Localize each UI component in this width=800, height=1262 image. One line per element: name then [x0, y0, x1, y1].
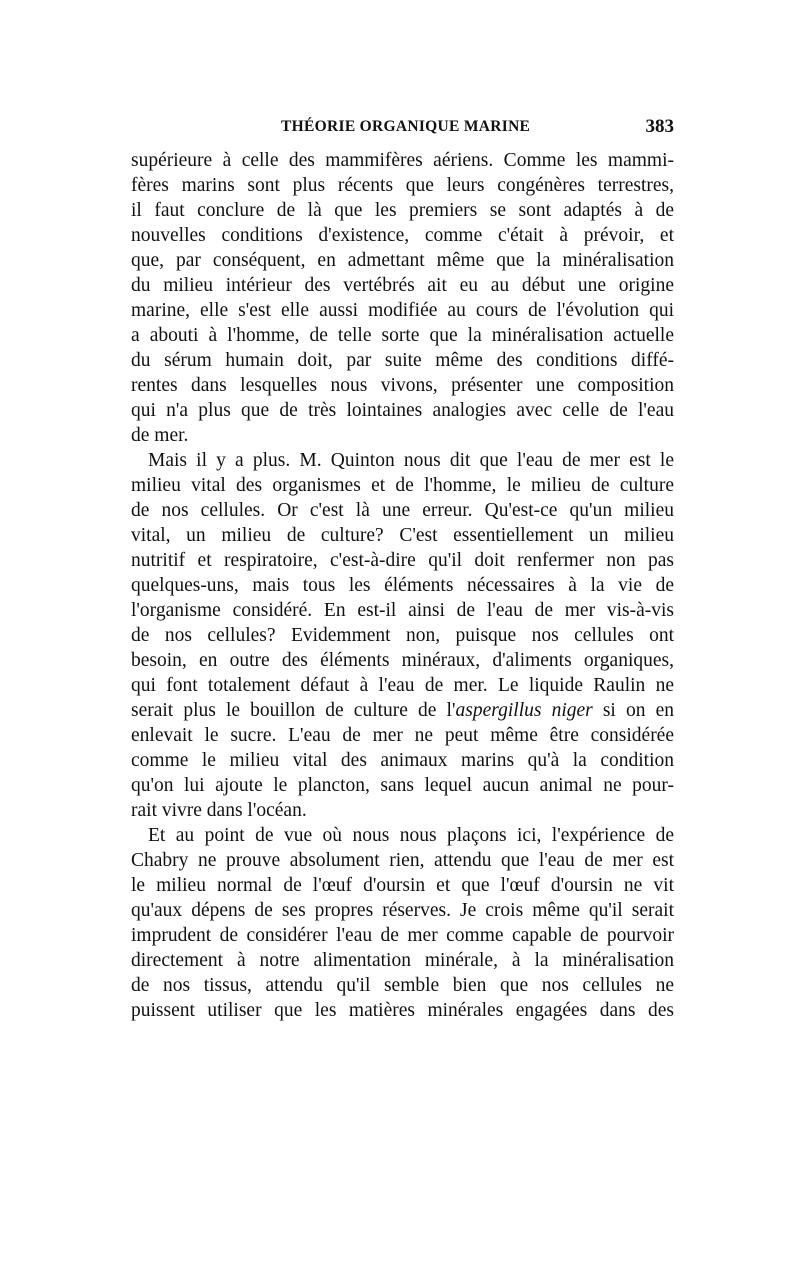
text-line: qu'aux dépens de ses propres réserves. Je crois même qu'il serait	[131, 900, 674, 921]
text-line: directement à notre alimentation minérale, à la minéralisation	[131, 950, 674, 971]
text-line: qui font totalement défaut à l'eau de mer. Le liquide Raulin ne	[131, 675, 674, 696]
text-line: milieu vital des organismes et de l'homme, le milieu de culture	[131, 475, 674, 496]
text-line: enlevait le sucre. L'eau de mer ne peut même être considérée	[131, 725, 674, 746]
text-line: imprudent de considérer l'eau de mer comme capable de pourvoir	[131, 925, 674, 946]
text-line: comme le milieu vital des animaux marins qu'à la condition	[131, 750, 674, 771]
text-line: nutritif et respiratoire, c'est-à-dire qu'il doit renfermer non pas	[131, 550, 674, 571]
text-line: que, par conséquent, en admettant même que la minéralisation	[131, 250, 674, 271]
text-line: fères marins sont plus récents que leurs congénères terrestres,	[131, 175, 674, 196]
text-line: puissent utiliser que les matières minérales engagées dans des	[131, 1000, 674, 1021]
text-line: le milieu normal de l'œuf d'oursin et que l'œuf d'oursin ne vit	[131, 875, 674, 896]
text-line: l'organisme considéré. En est-il ainsi de l'eau de mer vis-à-vis	[131, 600, 674, 621]
text-line: il faut conclure de là que les premiers se sont adaptés à de	[131, 200, 674, 221]
text-line: qu'on lui ajoute le plancton, sans lequel aucun animal ne pour-	[131, 775, 674, 796]
text-line: vital, un milieu de culture? C'est essentiellement un milieu	[131, 525, 674, 546]
text-line: de mer.	[131, 425, 189, 446]
text-line: rait vivre dans l'océan.	[131, 800, 307, 821]
text-line: Mais il y a plus. M. Quinton nous dit que l'eau de mer est le	[148, 450, 674, 471]
text-line: supérieure à celle des mammifères aériens. Comme les mammi-	[131, 150, 674, 171]
text-line: quelques-uns, mais tous les éléments nécessaires à la vie de	[131, 575, 674, 596]
text-line: Chabry ne prouve absolument rien, attendu que l'eau de mer est	[131, 850, 674, 871]
text-line: du milieu intérieur des vertébrés ait eu au début une origine	[131, 275, 674, 296]
species-name: aspergillus niger	[455, 700, 593, 721]
text-line: Et au point de vue où nous nous plaçons ici, l'expérience de	[148, 825, 674, 846]
text-run: si on en	[592, 700, 674, 721]
paragraph	[131, 148, 674, 448]
text-line	[131, 698, 674, 723]
text-line: besoin, en outre des éléments minéraux, d'aliments organiques,	[131, 650, 674, 671]
page-number: 383	[645, 116, 674, 137]
text-line: de nos cellules? Evidemment non, puisque nos cellules ont	[131, 625, 674, 646]
text-line: de nos cellules. Or c'est là une erreur. Qu'est-ce qu'un milieu	[131, 500, 674, 521]
text-line: du sérum humain doit, par suite même des conditions diffé-	[131, 350, 674, 371]
running-title: THÉORIE ORGANIQUE MARINE	[281, 118, 531, 135]
body-text	[131, 148, 674, 1023]
paragraph	[131, 448, 674, 823]
text-line: nouvelles conditions d'existence, comme c'était à prévoir, et	[131, 225, 674, 246]
text-line: de nos tissus, attendu qu'il semble bien que nos cellules ne	[131, 975, 674, 996]
page-header	[131, 116, 674, 140]
paragraph	[131, 823, 674, 1023]
text-line: qui n'a plus que de très lointaines analogies avec celle de l'eau	[131, 400, 674, 421]
text-line: marine, elle s'est elle aussi modifiée au cours de l'évolution qui	[131, 300, 674, 321]
text-run: serait plus le bouillon de culture de l'	[131, 700, 456, 721]
text-line: a abouti à l'homme, de telle sorte que la minéralisation actuelle	[131, 325, 674, 346]
text-line: rentes dans lesquelles nous vivons, présenter une composition	[131, 375, 674, 396]
